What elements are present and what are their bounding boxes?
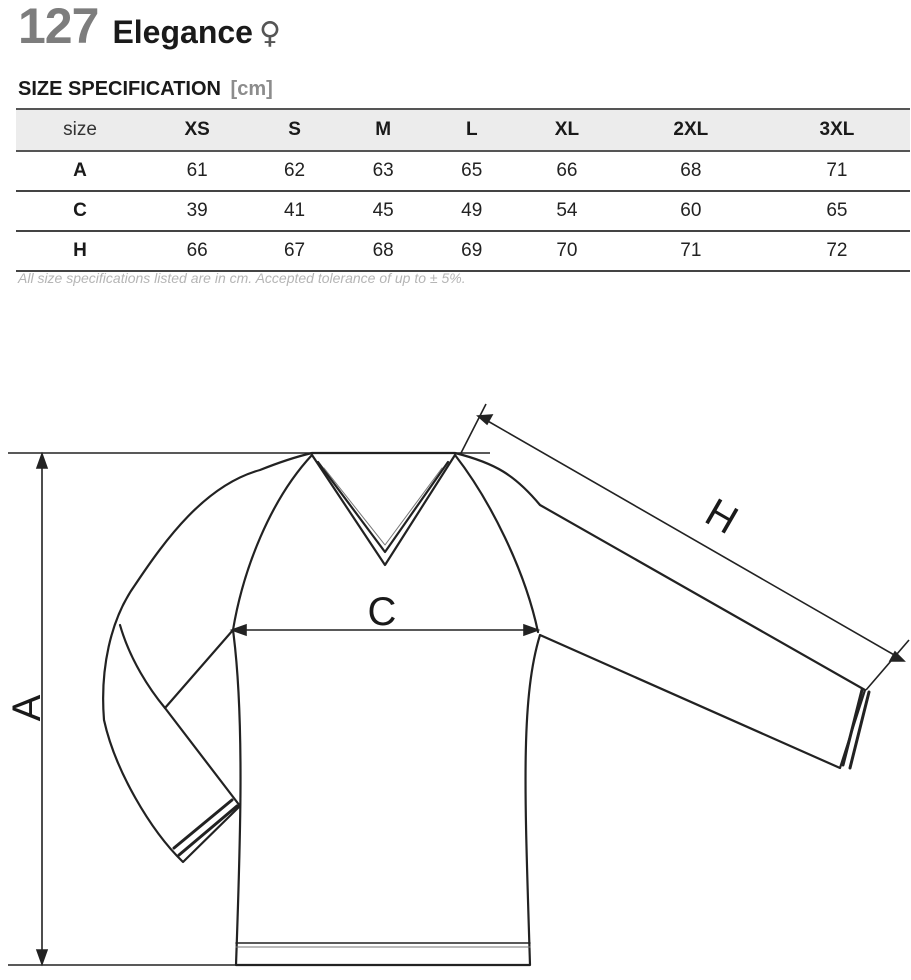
table-cell: 67	[250, 231, 339, 271]
table-cell: 69	[427, 231, 516, 271]
table-cell: 63	[339, 151, 428, 191]
measure-h-guide-top	[460, 404, 486, 455]
size-header-m: M	[339, 109, 428, 151]
table-cell: 68	[339, 231, 428, 271]
measure-a-arrow-bottom	[37, 950, 47, 964]
table-cell: 68	[618, 151, 764, 191]
v-neck-trim	[324, 468, 442, 545]
size-header-s: S	[250, 109, 339, 151]
measure-h-guide-bottom	[866, 640, 909, 690]
measure-a-label: A	[5, 694, 49, 722]
tolerance-footnote: All size specifications listed are in cm. Accepted tolerance of up to ± 5%.	[18, 270, 466, 286]
table-cell: 70	[516, 231, 618, 271]
size-header-xl: XL	[516, 109, 618, 151]
model-name: Elegance	[112, 14, 253, 50]
right-cuff	[843, 690, 869, 768]
spec-title: SIZE SPECIFICATION	[18, 78, 221, 100]
measure-h-line	[486, 420, 896, 656]
left-raglan-seam	[233, 455, 312, 630]
table-cell: 65	[764, 191, 910, 231]
size-column-label: size	[16, 109, 144, 151]
table-cell: 72	[764, 231, 910, 271]
row-label: A	[16, 151, 144, 191]
table-cell: 71	[618, 231, 764, 271]
size-header-xs: XS	[144, 109, 250, 151]
table-cell: 62	[250, 151, 339, 191]
table-cell: 45	[339, 191, 428, 231]
model-number: 127	[18, 0, 99, 54]
row-label: C	[16, 191, 144, 231]
size-header-3xl: 3XL	[764, 109, 910, 151]
table-cell: 41	[250, 191, 339, 231]
measure-h-label: H	[697, 490, 746, 544]
row-label: H	[16, 231, 144, 271]
table-cell: 60	[618, 191, 764, 231]
table-cell: 66	[516, 151, 618, 191]
measure-c-label: C	[367, 590, 397, 634]
table-cell: 61	[144, 151, 250, 191]
table-cell: 66	[144, 231, 250, 271]
size-header-l: L	[427, 109, 516, 151]
female-icon: ♀	[258, 16, 281, 51]
measure-a-arrow-top	[37, 454, 47, 468]
table-cell: 54	[516, 191, 618, 231]
size-header-2xl: 2XL	[618, 109, 764, 151]
table-cell: 39	[144, 191, 250, 231]
table-cell: 65	[427, 151, 516, 191]
table-cell: 49	[427, 191, 516, 231]
table-cell: 71	[764, 151, 910, 191]
right-raglan-seam	[455, 455, 538, 632]
v-neck-inner	[318, 462, 448, 552]
left-cuff	[174, 800, 237, 855]
spec-unit: [cm]	[230, 78, 273, 100]
left-sleeve-fold	[120, 625, 165, 708]
garment-outline	[103, 453, 865, 965]
